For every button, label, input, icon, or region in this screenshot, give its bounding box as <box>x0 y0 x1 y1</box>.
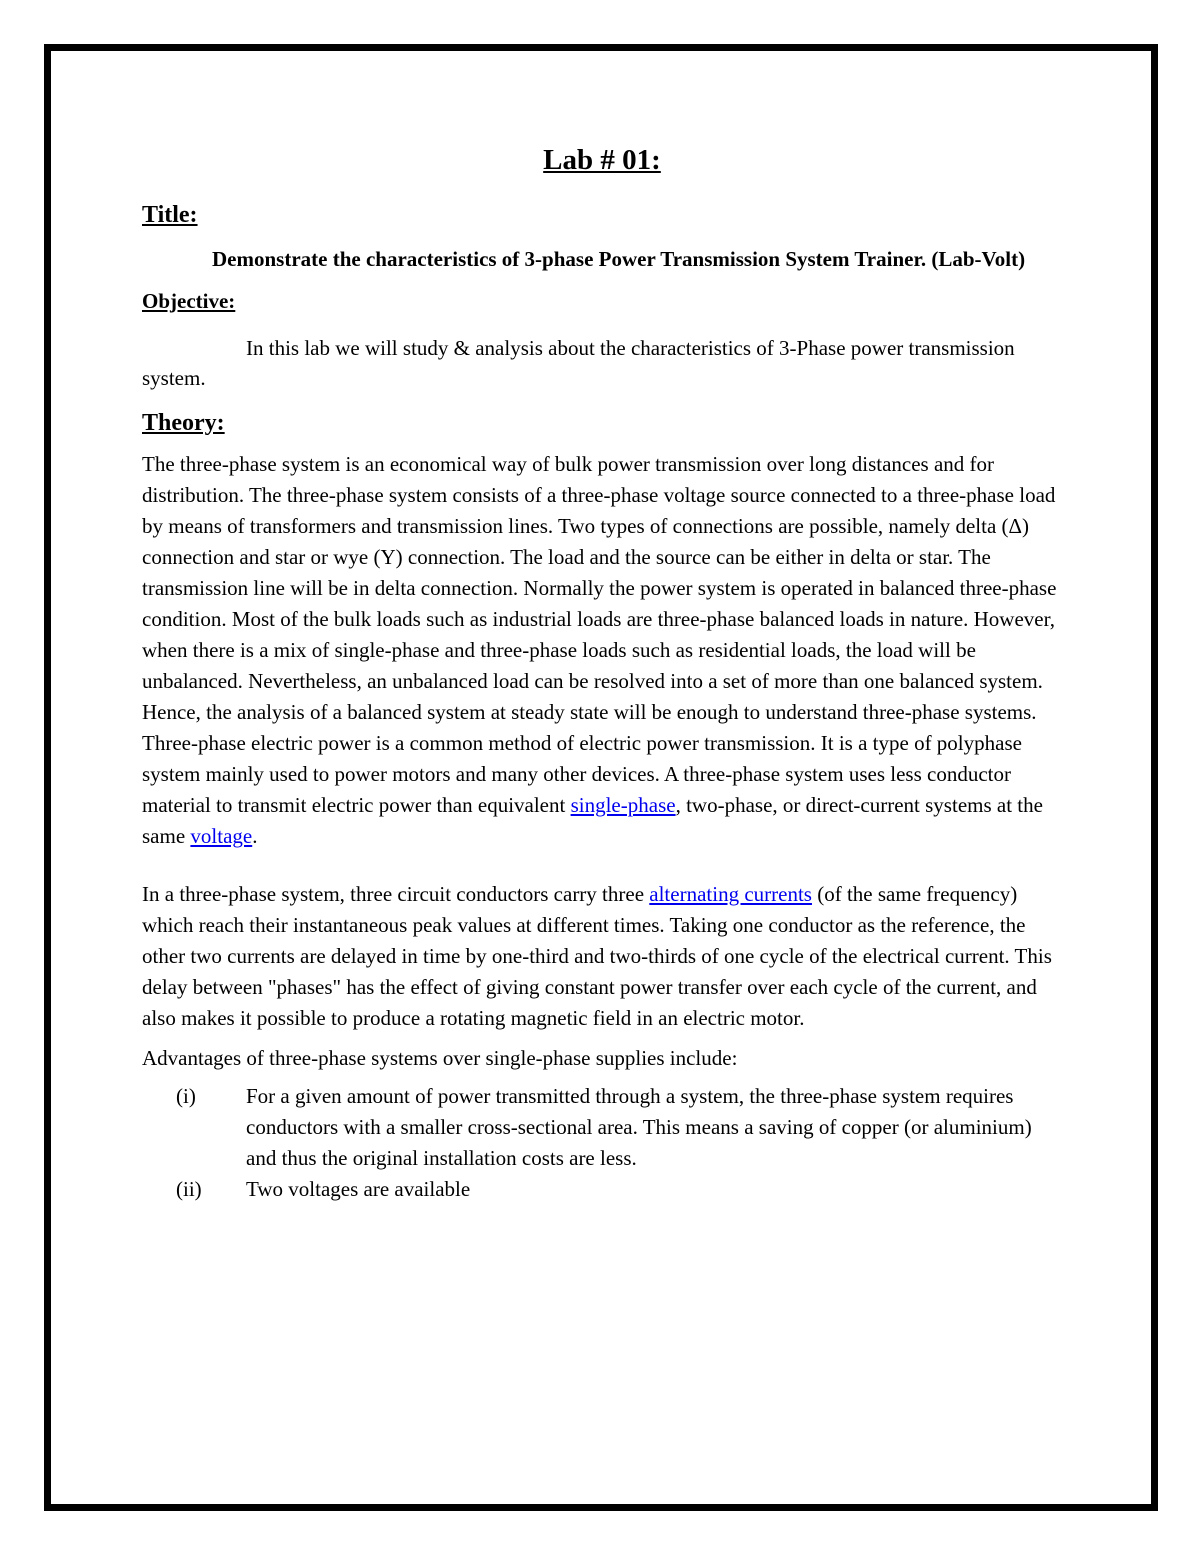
advantages-intro: Advantages of three-phase systems over single-phase supplies include: <box>142 1046 738 1070</box>
list-item-number: (i) <box>176 1084 196 1108</box>
theory-p1-end: . <box>252 824 258 848</box>
title-label: Title: <box>142 202 198 228</box>
voltage-link[interactable]: voltage <box>190 824 253 848</box>
list-item <box>142 1081 1062 1174</box>
theory-paragraph-2 <box>142 879 1062 1034</box>
theory-p1-mid: , two-phase, or direct-current systems at the same <box>142 793 1043 848</box>
list-item-text: For a given amount of power transmitted through a system, the three-phase system requires conductors with a smaller cross-sectional area. This means a saving of copper (or aluminium) and thus the original installation costs are less. <box>246 1084 1032 1170</box>
lab-heading: Lab # 01: <box>543 144 661 176</box>
objective-label: Objective: <box>142 289 236 313</box>
alternating-currents-link[interactable]: alternating currents <box>649 882 812 906</box>
theory-p2-rest: (of the same frequency) which reach their instantaneous peak values at different times. Taking one conductor as the reference, the other two currents are delayed in time by one-third and two-thirds of one cycle of the electrical current. This delay between "phases" has the effect of giving constant power transfer over each cycle of the current, and also makes it possible to produce a rotating magnetic field in an electric motor. <box>142 882 1052 1030</box>
theory-paragraph-1 <box>142 449 1062 852</box>
main-title <box>142 244 1062 274</box>
advantages-list <box>142 1081 1062 1205</box>
list-item <box>142 1174 1062 1205</box>
objective-paragraph <box>142 333 1062 393</box>
theory-label: Theory: <box>142 410 225 436</box>
document-body <box>142 140 1062 1205</box>
theory-p1-text: The three-phase system is an economical way of bulk power transmission over long distances and for distribution. The three-phase system consists of a three-phase voltage source connected to a three-phase load by means of transformers and transmission lines. Two types of connections are possible, namely delta (Δ) connection and star or wye (Y) connection. The load and the source can be either in delta or star. The transmission line will be in delta connection. Normally the power system is operated in balanced three-phase condition. Most of the bulk loads such as industrial loads are three-phase balanced loads in nature. However, when there is a mix of single-phase and three-phase loads such as residential loads, the load will be unbalanced. Nevertheless, an unbalanced load can be resolved into a set of more than one balanced system. Hence, the analysis of a balanced system at steady state will be enough to understand three-phase systems. Three-phase electric power is a common method of electric power transmission. It is a type of polyphase system mainly used to power motors and many other devices. A three-phase system uses less conductor material to transmit electric power than equivalent <box>142 452 1057 817</box>
list-item-text: Two voltages are available <box>246 1177 471 1201</box>
single-phase-link[interactable]: single-phase <box>570 793 676 817</box>
objective-text: In this lab we will study & analysis about the characteristics of 3-Phase power transmission system. <box>142 336 1015 390</box>
list-item-number: (ii) <box>176 1177 202 1201</box>
main-title-text: Demonstrate the characteristics of 3-phase Power Transmission System Trainer. (Lab-Volt) <box>212 247 1026 271</box>
theory-p2-start: In a three-phase system, three circuit conductors carry three <box>142 882 645 906</box>
